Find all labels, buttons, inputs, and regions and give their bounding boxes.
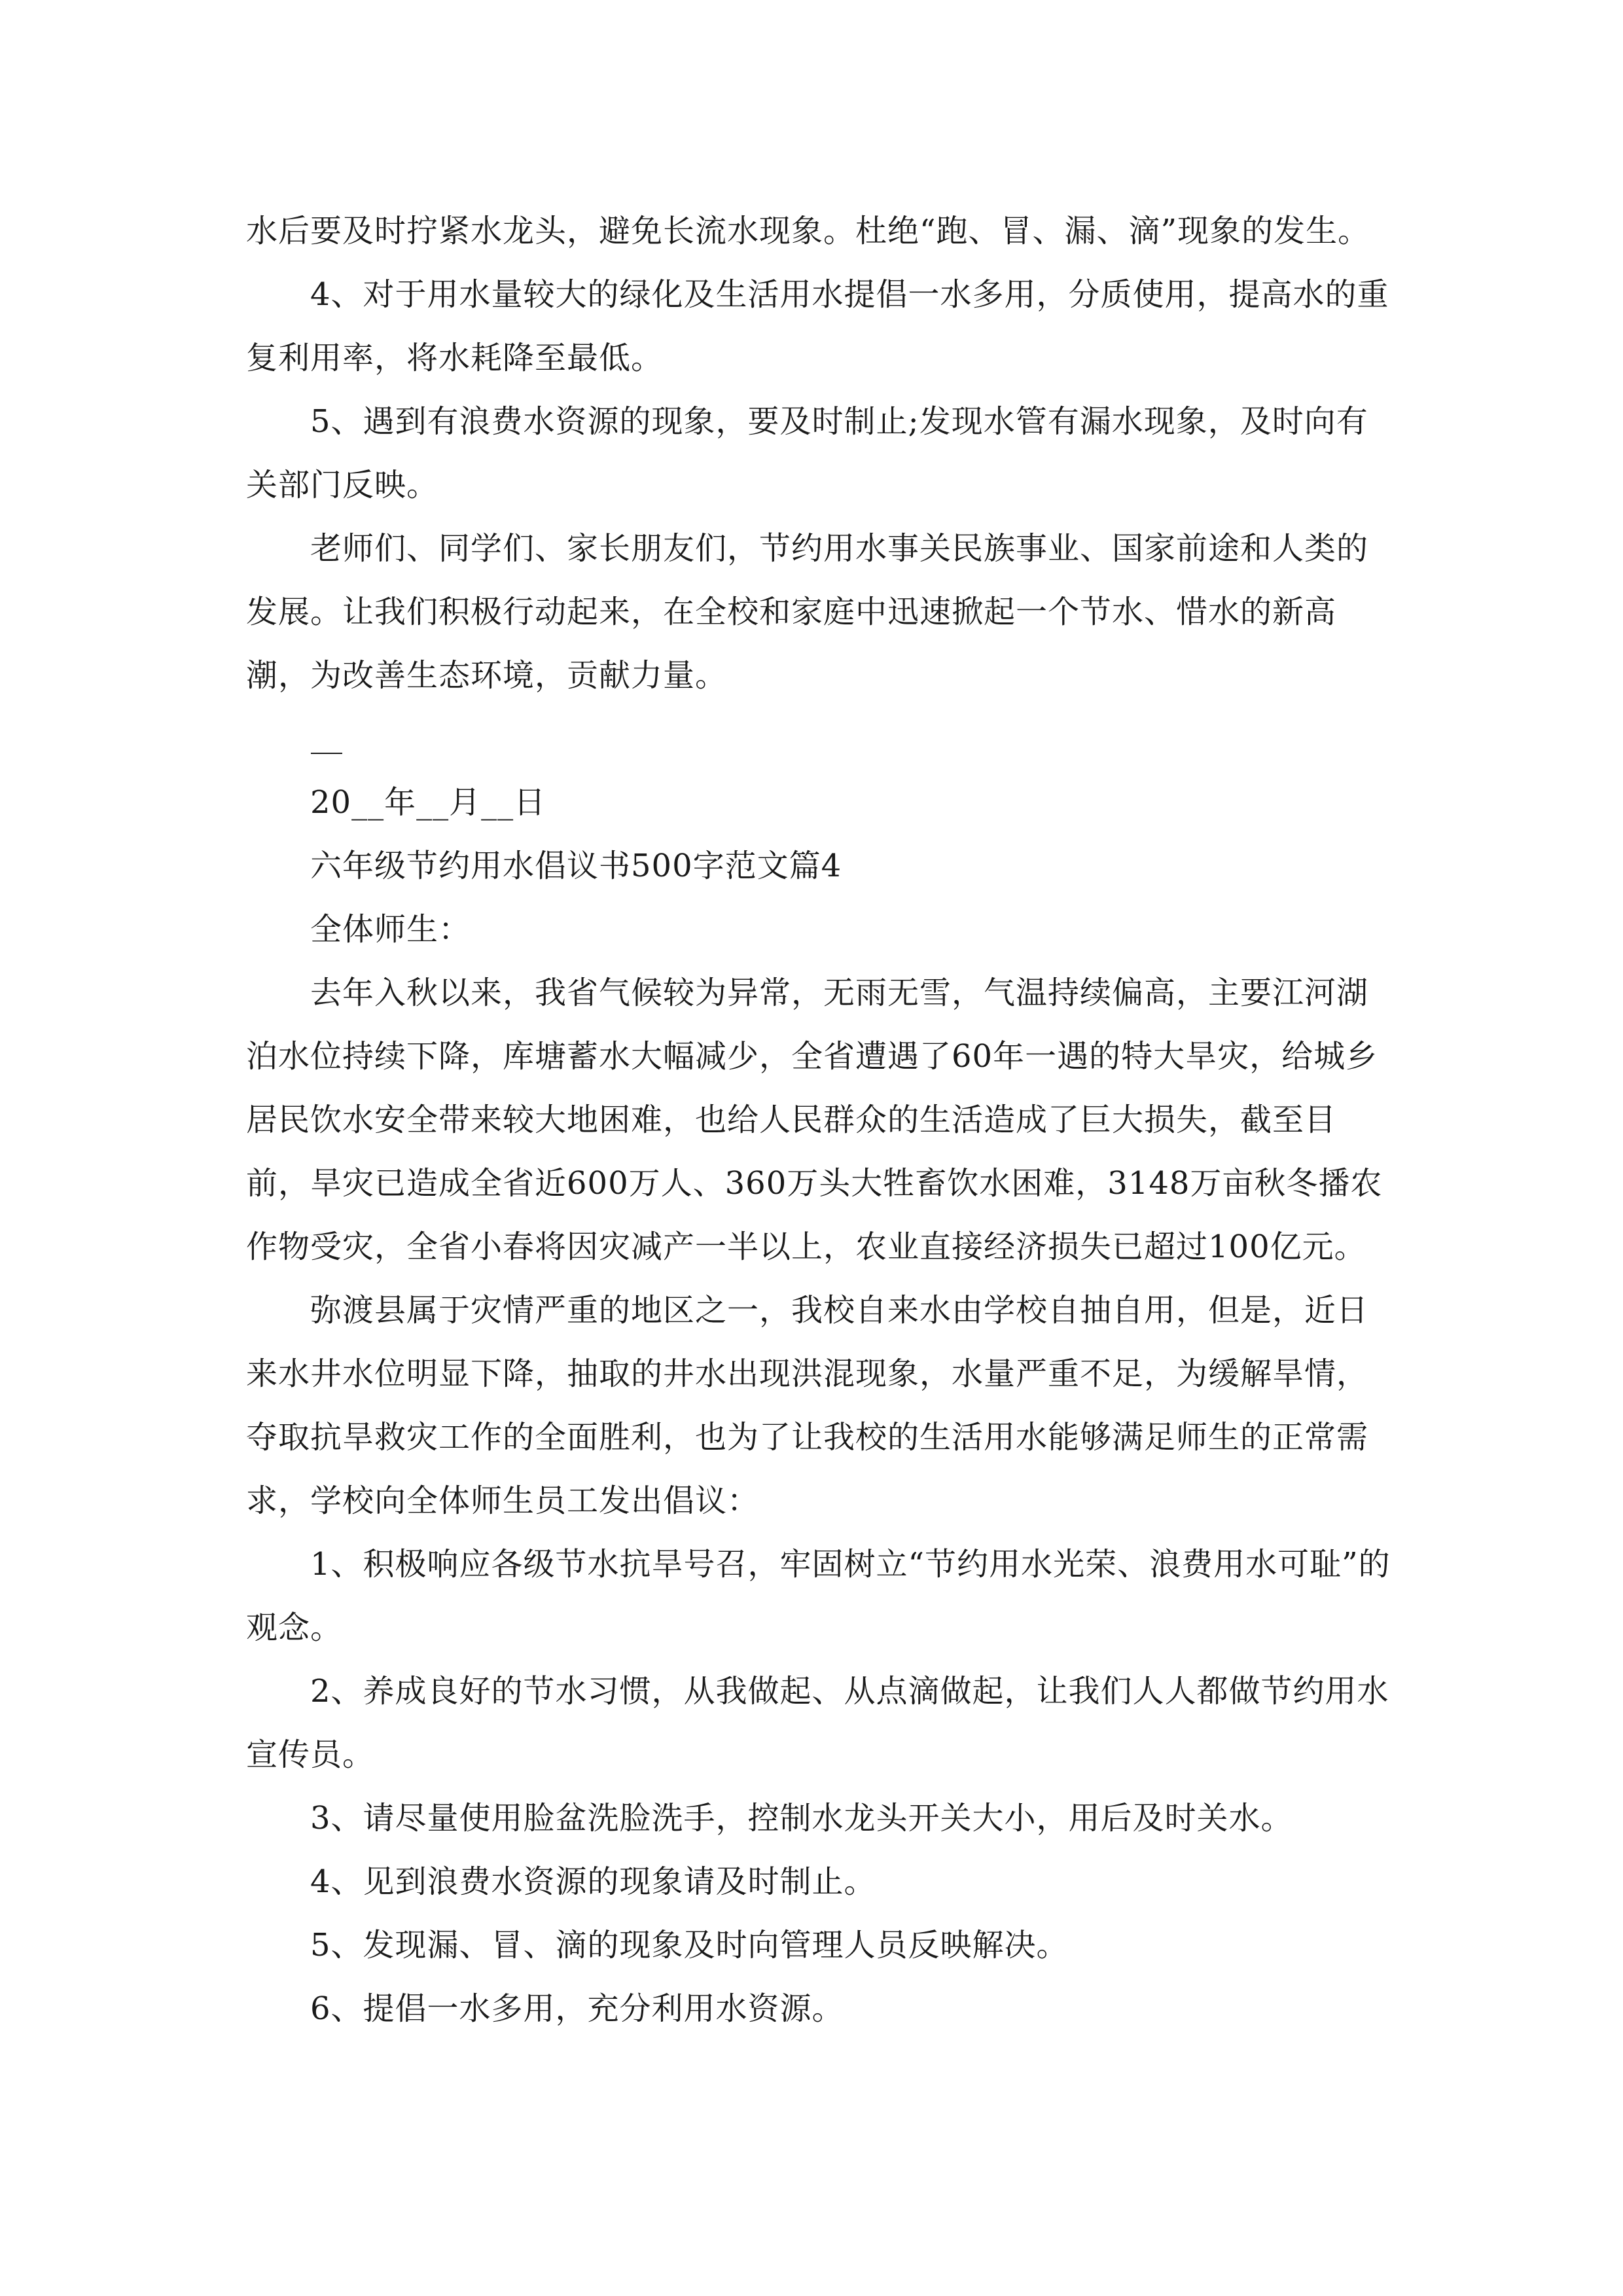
- date-line: 20__年__月__日: [310, 784, 546, 821]
- signature-line: [311, 753, 342, 754]
- paragraph-item-4: 4、对于用水量较大的绿化及生活用水提倡一水多用，分质使用，提高水的重复利用率，将水耗降至最低。: [246, 276, 1389, 376]
- paragraph-continuation: 水后要及时拧紧水龙头，避免长流水现象。杜绝“跑、冒、漏、滴”现象的发生。: [246, 213, 1370, 249]
- salutation: 全体师生：: [310, 911, 471, 948]
- paragraph-item-5: 5、遇到有浪费水资源的现象，要及时制止;发现水管有漏水现象，及时向有关部门反映。: [246, 403, 1368, 503]
- proposal-item-1: 1、积极响应各级节水抗旱号召，牢固树立“节约用水光荣、浪费用水可耻”的观念。: [246, 1546, 1391, 1646]
- proposal-item-3: 3、请尽量使用脸盆洗脸洗手，控制水龙头开关大小，用后及时关水。: [310, 1800, 1293, 1837]
- proposal-item-6: 6、提倡一水多用，充分利用水资源。: [310, 1990, 844, 2027]
- proposal-item-4: 4、见到浪费水资源的现象请及时制止。: [310, 1863, 876, 1900]
- section-title: 六年级节约用水倡议书500字范文篇4: [310, 848, 842, 884]
- proposal-item-5: 5、发现漏、冒、滴的现象及时向管理人员反映解决。: [310, 1927, 1069, 1964]
- paragraph-drought: 去年入秋以来，我省气候较为异常，无雨无雪，气温持续偏高，主要江河湖泊水位持续下降，库塘蓄水大幅减少，全省遭遇了60年一遇的特大旱灾，给城乡居民饮水安全带来较大地困难，也给人民群众的生活造成了巨大损失，截至目前，旱灾已造成全省近600万人、360万头大牲畜饮水困难，3148万亩秋冬播农作物受灾，全省小春将因灾减产一半以上，农业直接经济损失已超过100亿元。: [246, 975, 1383, 1265]
- paragraph-closing: 老师们、同学们、家长朋友们，节约用水事关民族事业、国家前途和人类的发展。让我们积极行动起来，在全校和家庭中迅速掀起一个节水、惜水的新高潮，为改善生态环境，贡献力量。: [246, 530, 1369, 694]
- paragraph-county: 弥渡县属于灾情严重的地区之一，我校自来水由学校自抽自用，但是，近日来水井水位明显下降，抽取的井水出现洪混现象，水量严重不足，为缓解旱情，夺取抗旱救灾工作的全面胜利，也为了让我校的生活用水能够满足师生的正常需求，学校向全体师生员工发出倡议：: [246, 1292, 1369, 1519]
- proposal-item-2: 2、养成良好的节水习惯，从我做起、从点滴做起，让我们人人都做节约用水宣传员。: [246, 1673, 1389, 1773]
